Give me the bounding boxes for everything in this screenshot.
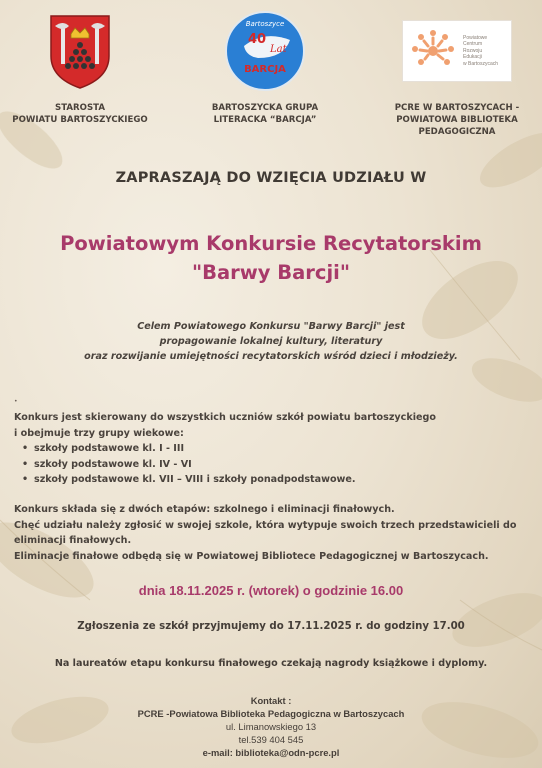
audience-section: Konkurs jest skierowany do wszystkich uczniów szkół powiatu bartoszyckiego i obejmuje trzy grupy wiekowe: • szkoły podstawowe kl. I - III • szkoły podstawowe kl. IV - VI • szkoły podstawowe kl. VII – VIII i szkoły ponadpodstawowe. <box>14 410 534 488</box>
final-date: dnia 18.11.2025 r. (wtorek) o godzinie 16.00 <box>138 583 404 598</box>
badge-top-text: Bartoszyce <box>245 20 285 28</box>
barcja-badge-icon <box>224 10 306 92</box>
org-name-barcja: BARTOSZYCKA GRUPA LITERACKA “BARCJA” <box>211 103 319 125</box>
invite-heading: ZAPRASZAJĄ DO WZIĘCIA UDZIAŁU W <box>115 170 427 186</box>
badge-word: Lat <box>270 44 287 55</box>
contact-label: Kontakt : <box>250 695 292 706</box>
org-name-starosta: STAROSTA POWIATU BARTOSZYCKIEGO <box>12 103 148 125</box>
sun-people-icon <box>407 25 459 77</box>
badge-number: 40 <box>248 32 267 47</box>
contest-purpose: Celem Powiatowego Konkursu "Barwy Barcji" jest propagowanie lokalnej kultury, literatury oraz rozwijanie umiejętności recytatorskich wśród dzieci i młodzieży. <box>84 321 458 362</box>
list-item: • szkoły podstawowe kl. VII – VIII i szkoły ponadpodstawowe. <box>22 472 534 488</box>
prizes-info: Na laureatów etapu konkursu finałowego czekają nagrody książkowe i dyplomy. <box>54 658 488 669</box>
pcre-column <box>372 10 542 138</box>
org-name-pcre: PCRE W BARTOSZYCACH - POWIATOWA BIBLIOTEKA PEDAGOGICZNA <box>394 103 520 137</box>
badge-name: BARCJA <box>244 64 286 75</box>
pcre-logo-text: Powiatowe Centrum Rozwoju Edukacji w Bartoszycach <box>463 34 499 67</box>
contact-email[interactable]: e-mail: biblioteka@odn-pcre.pl <box>202 747 340 758</box>
coat-of-arms-icon <box>47 12 113 90</box>
contact-street: ul. Limanowskiego 13 <box>225 721 317 732</box>
pcre-logo <box>402 20 512 82</box>
stages-section: Konkurs składa się z dwóch etapów: szkolnego i eliminacji finałowych. Chęć udziału należy zgłosić w swojej szkole, która wytypuje swoich trzech przedstawicieli do eliminacji finałowych. Eliminacje finałowe odbędą się w Powiatowej Bibliotece Pedagogicznej w Bartoszycach. <box>14 504 517 562</box>
contact-section <box>0 694 542 759</box>
contact-phone: tel.539 404 545 <box>238 734 304 745</box>
contest-title: Powiatowym Konkursie Recytatorskim "Barwy Barcji" <box>60 232 482 284</box>
starosta-column <box>0 10 160 126</box>
bullet-mark: • <box>14 398 18 405</box>
header <box>0 0 542 150</box>
contact-org: PCRE -Powiatowa Biblioteka Pedagogiczna w Bartoszycach <box>137 708 405 719</box>
list-item: • szkoły podstawowe kl. IV - VI <box>22 457 534 473</box>
list-item: • szkoły podstawowe kl. I - III <box>22 441 534 457</box>
barcja-column <box>180 10 350 126</box>
registration-deadline: Zgłoszenia ze szkół przyjmujemy do 17.11.2025 r. do godziny 17.00 <box>77 621 465 632</box>
age-groups-list <box>22 441 534 488</box>
